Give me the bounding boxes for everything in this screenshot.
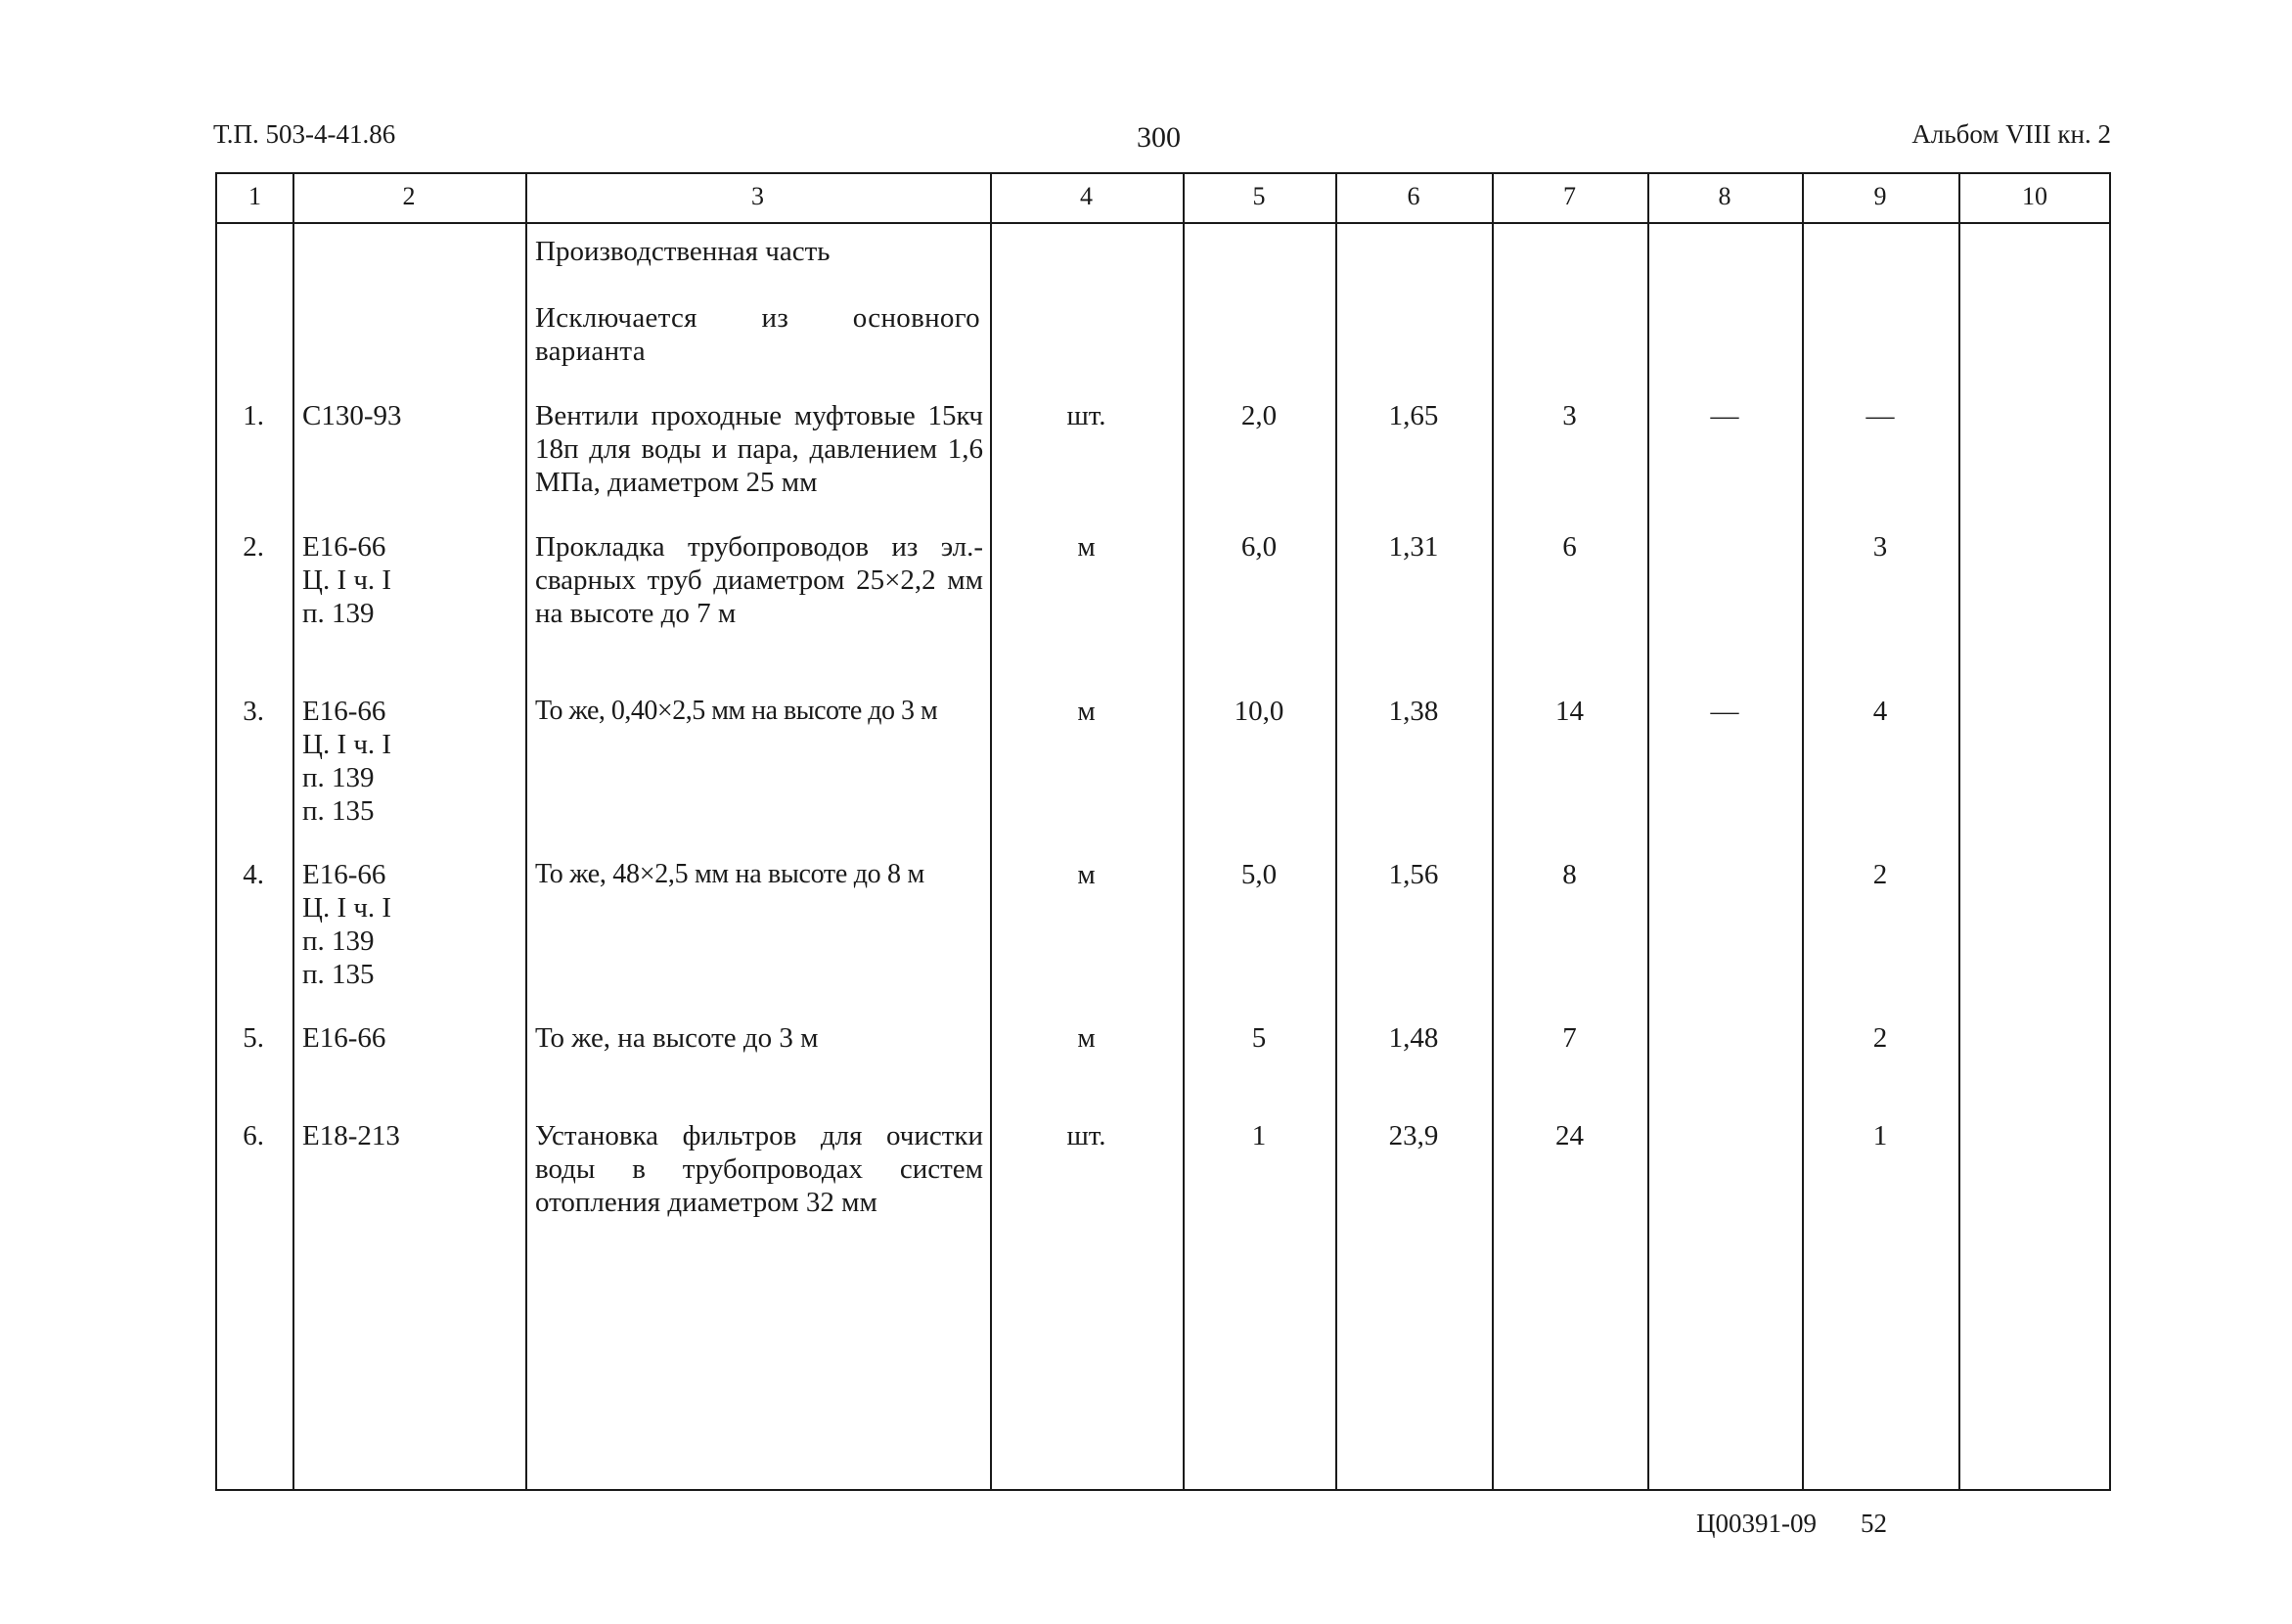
column-divider (1492, 174, 1494, 1489)
unit-cost: 1,65 (1388, 400, 1439, 431)
row-number: 2. (243, 531, 264, 563)
unit: шт. (1066, 1120, 1106, 1151)
column-divider (525, 174, 527, 1489)
column-divider (1647, 174, 1649, 1489)
norm-code: Е18-213 (302, 1120, 400, 1151)
column-number: 7 (1563, 182, 1576, 210)
column-number: 10 (2022, 182, 2047, 210)
norm-code: Е16-66 Ц. I ч. I п. 139 п. 135 (302, 859, 392, 990)
row-number: 5. (243, 1022, 264, 1054)
page-number: 300 (1137, 121, 1181, 154)
work-description: То же, на высоте до 3 м (535, 1022, 819, 1054)
column-9-value: 4 (1872, 696, 1888, 727)
quantity: 2,0 (1240, 400, 1278, 431)
work-description: Прокладка трубопроводов из эл.-сварных труб диаметром 25×2,2 мм на высоте до 7 м (535, 531, 983, 629)
column-number: 8 (1718, 182, 1731, 210)
unit-cost: 23,9 (1388, 1120, 1439, 1151)
total-cost: 8 (1562, 859, 1577, 890)
row-number: 4. (243, 859, 264, 890)
column-9-value: 2 (1872, 1022, 1888, 1054)
header-divider (217, 222, 2109, 224)
row-number: 1. (243, 400, 264, 431)
unit: шт. (1066, 400, 1106, 431)
total-cost: 6 (1562, 531, 1577, 563)
column-9-value: — (1865, 400, 1895, 431)
unit: м (1077, 696, 1096, 727)
section-title: Производственная часть (535, 236, 831, 267)
column-divider (1183, 174, 1185, 1489)
column-divider (1335, 174, 1337, 1489)
unit: м (1077, 531, 1096, 563)
column-8-value: — (1710, 696, 1739, 727)
unit-cost: 1,48 (1388, 1022, 1439, 1054)
column-9-value: 2 (1872, 859, 1888, 890)
row-number: 6. (243, 1120, 264, 1151)
column-divider (990, 174, 992, 1489)
unit-cost: 1,31 (1388, 531, 1439, 563)
column-divider (1958, 174, 1960, 1489)
total-cost: 7 (1562, 1022, 1577, 1054)
unit-cost: 1,56 (1388, 859, 1439, 890)
row-number: 3. (243, 696, 264, 727)
work-description: Вентили проходные муфтовые 15кч 18п для воды и пара, давлением 1,6 МПа, диаметром 25 мм (535, 400, 983, 498)
unit: м (1077, 859, 1096, 890)
column-number: 3 (751, 182, 764, 210)
column-number: 6 (1407, 182, 1420, 210)
column-number: 5 (1252, 182, 1266, 210)
column-9-value: 3 (1872, 531, 1888, 563)
sheet-number: 52 (1861, 1509, 1887, 1538)
quantity: 1 (1251, 1120, 1267, 1151)
work-description: То же, 48×2,5 мм на высоте до 8 м (535, 859, 924, 889)
unit-cost: 1,38 (1388, 696, 1439, 727)
norm-code: Е16-66 Ц. I ч. I п. 139 (302, 531, 392, 629)
norm-code: С130-93 (302, 400, 402, 431)
column-number: 1 (248, 182, 261, 210)
document-designation: Т.П. 503-4-41.86 (213, 119, 396, 149)
total-cost: 3 (1562, 400, 1577, 431)
norm-code: Е16-66 (302, 1022, 386, 1054)
column-divider (1802, 174, 1804, 1489)
total-cost: 14 (1555, 696, 1584, 727)
column-divider (292, 174, 294, 1489)
work-description: Установка фильтров для очистки воды в трубопроводах систем отопления диаметром 32 мм (535, 1120, 983, 1218)
document-code: Ц00391-09 (1696, 1509, 1817, 1538)
column-number: 2 (402, 182, 416, 210)
specification-table (215, 172, 2111, 1491)
norm-code: Е16-66 Ц. I ч. I п. 139 п. 135 (302, 696, 392, 827)
quantity: 5 (1251, 1022, 1267, 1054)
album-reference: Альбом VIII кн. 2 (1911, 119, 2111, 149)
quantity: 6,0 (1240, 531, 1278, 563)
work-description: То же, 0,40×2,5 мм на высоте до 3 м (535, 696, 938, 726)
column-8-value: — (1710, 400, 1739, 431)
section-note: Исключается из основного варианта (535, 302, 980, 367)
total-cost: 24 (1555, 1120, 1584, 1151)
unit: м (1077, 1022, 1096, 1054)
quantity: 5,0 (1240, 859, 1278, 890)
quantity: 10,0 (1234, 696, 1284, 727)
column-number: 9 (1873, 182, 1887, 210)
column-number: 4 (1080, 182, 1093, 210)
column-9-value: 1 (1872, 1120, 1888, 1151)
